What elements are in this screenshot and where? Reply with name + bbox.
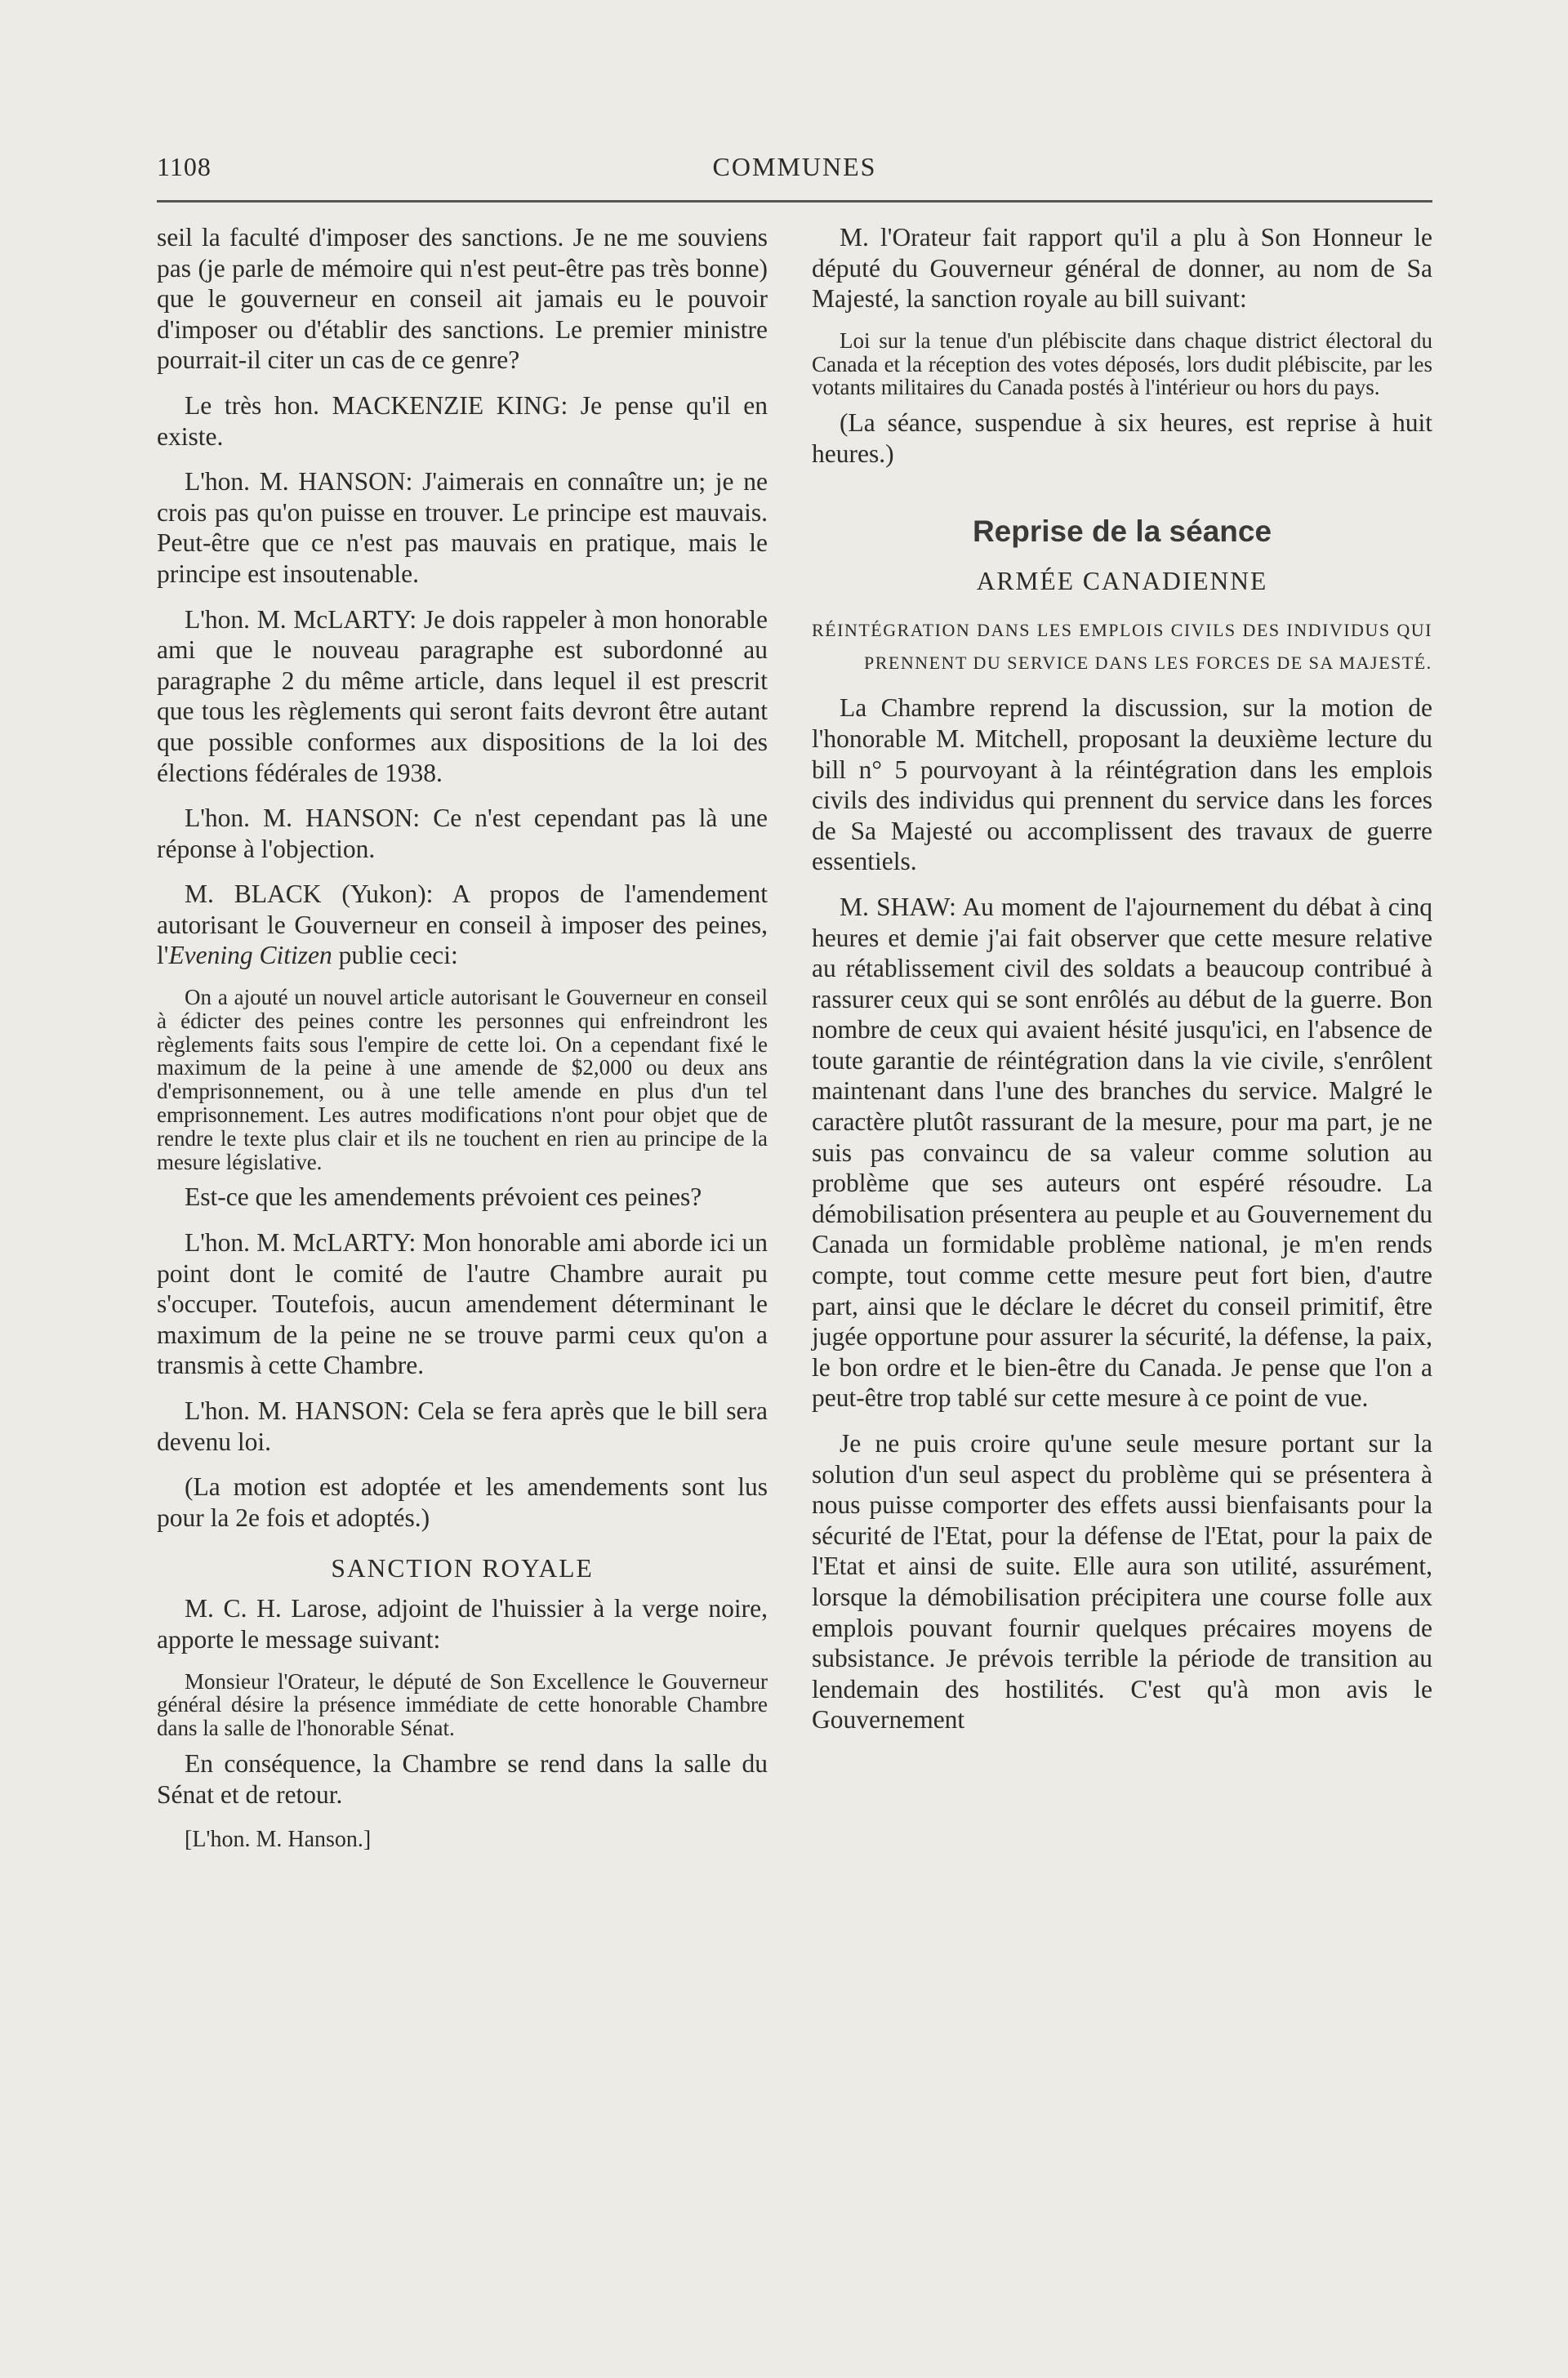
text-run: publie ceci:	[332, 941, 458, 970]
right-column	[812, 222, 1432, 1750]
paragraph: M. C. H. Larose, adjoint de l'huissier à la verge noire, apporte le message suivant:	[157, 1594, 768, 1654]
running-title: COMMUNES	[712, 152, 877, 181]
paragraph: En conséquence, la Chambre se rend dans la salle du Sénat et de retour.	[157, 1748, 768, 1809]
subheading: RÉINTÉGRATION DANS LES EMPLOIS CIVILS DES INDIVIDUS QUI PRENNENT DU SERVICE DANS LES FORCES DE SA MAJESTÉ.	[812, 620, 1432, 674]
block-quote: On a ajouté un nouvel article autorisant le Gouverneur en conseil à édicter des peines contre les personnes qui enfreindront les règlements faits sous l'empire de cette loi. On a cependant fixé le maximum de la peine à une amende de $2,000 ou deux ans d'emprisonnement, ou à une telle amende en plus d'un tel emprisonnement. Les autres modifications n'ont pour objet que de rendre le texte plus clair et ils ne touchent en rien au principe de la mesure législative.	[157, 985, 768, 1174]
paragraph: Je ne puis croire qu'une seule mesure portant sur la solution d'un seul aspect du problème qui se présentera à nous puisse comporter des effets aussi bienfaisants pour la sécurité de l'Etat, pour la défense de l'Etat, pour la paix de l'Etat et ainsi de suite. Elle aura son utilité, assurément, lorsque la démobilisation précipitera une course folle aux emplois pouvant fournir quelques précaires moyens de subsistance. Je prévois terrible la période de transition au lendemain des hostilités. C'est qu'à mon avis le Gouvernement	[812, 1429, 1432, 1735]
paragraph: L'hon. M. McLARTY: Mon honorable ami aborde ici un point dont le comité de l'autre Chambre aurait pu s'occuper. Toutefois, aucun amendement déterminant le maximum de la peine ne se trouve parmi ceux qu'on a transmis à cette Chambre.	[157, 1228, 768, 1380]
text-run: M. BLACK (Yukon): A propos de l'amendement autorisant le Gouverneur en conseil à imposer des peines, l'	[157, 880, 768, 970]
paragraph: M. l'Orateur fait rapport qu'il a plu à Son Honneur le député du Gouverneur général de donner, au nom de Sa Majesté, la sanction royale au bill suivant:	[812, 223, 1432, 314]
left-column	[157, 222, 768, 1870]
section-title: Reprise de la séance	[972, 514, 1272, 549]
paragraph: L'hon. M. HANSON: J'aimerais en connaître un; je ne crois pas qu'on puisse en trouver. Le principe est mauvais. Peut-être que ce n'est pas mauvais en pratique, mais le principe est insoutenable.	[157, 467, 768, 588]
header-rule	[157, 200, 1432, 203]
page-number: 1108	[157, 152, 212, 181]
block-quote: Loi sur la tenue d'un plébiscite dans chaque district électoral du Canada et la réception des votes déposés, lors dudit plébiscite, par les votants militaires du Canada postés à l'intérieur ou hors du pays.	[812, 327, 1432, 400]
block-quote: Monsieur l'Orateur, le député de Son Excellence le Gouverneur général désire la présence immédiate de cette honorable Chambre dans la salle de l'honorable Sénat.	[157, 1668, 768, 1741]
subsection-title: ARMÉE CANADIENNE	[976, 567, 1268, 596]
paragraph	[157, 879, 768, 971]
paragraph: L'hon. M. HANSON: Ce n'est cependant pas là une réponse à l'objection.	[157, 804, 768, 863]
paragraph: L'hon. M. HANSON: Cela se fera après que le bill sera devenu loi.	[157, 1396, 768, 1456]
paragraph: La Chambre reprend la discussion, sur la motion de l'honorable M. Mitchell, proposant la deuxième lecture du bill n° 5 pourvoyant à la réintégration dans les emplois civils des individus qui prennent du service dans les forces de Sa Majesté ou accomplissent des travaux de guerre essentiels.	[812, 693, 1432, 876]
column-attribution: [L'hon. M. Hanson.]	[185, 1827, 372, 1853]
paragraph: Est-ce que les amendements prévoient ces peines?	[185, 1182, 702, 1212]
newspaper-name: Evening Citizen	[168, 941, 332, 970]
paragraph: Le très hon. MACKENZIE KING: Je pense qu'il en existe.	[157, 390, 768, 451]
paragraph: M. SHAW: Au moment de l'ajournement du débat à cinq heures et demie j'ai fait observer que cette mesure relative au rétablissement civil des soldats a beaucoup contribué à rassurer ceux qui se sont enrôlés au début de la guerre. Bon nombre de ceux qui avaient hésité jusqu'ici, en l'absence de toute garantie de réintégration dans la vie civile, s'enrôlent maintenant dans l'une des branches du service. Malgré le caractère plutôt rassurant de la mesure, pour ma part, je ne suis pas convaincu de sa valeur comme solution au problème que ses auteurs ont espéré résoudre. La démobilisation présentera au peuple et au Gouvernement du Canada un formidable problème national, je m'en rends compte, tout comme cette mesure peut fort bien, d'autre part, ainsi que le déclare le décret du conseil primitif, être jugée opportune pour assurer la sécurité, la défense, la paix, le bon ordre et le bien-être du Canada. Je pense que l'on a peut-être trop tablé sur cette mesure à ce point de vue.	[812, 892, 1432, 1413]
page-header	[157, 152, 1432, 189]
section-heading-sanction: SANCTION ROYALE	[331, 1554, 594, 1583]
paragraph: L'hon. M. McLARTY: Je dois rappeler à mon honorable ami que le nouveau paragraphe est subordonné au paragraphe 2 du même article, dans lequel il est prescrit que tous les règlements qui seront faits devront être autant que possible conformes aux dispositions de la loi des élections fédérales de 1938.	[157, 604, 768, 787]
paragraph: (La séance, suspendue à six heures, est reprise à huit heures.)	[812, 408, 1432, 468]
paragraph: seil la faculté d'imposer des sanctions. Je ne me souviens pas (je parle de mémoire qui n'est peut-être pas très bonne) que le gouverneur en conseil ait jamais eu le pouvoir d'imposer ou d'établir des sanctions. Le premier ministre pourrait-il citer un cas de ce genre?	[157, 223, 768, 375]
paragraph: (La motion est adoptée et les amendements sont lus pour la 2e fois et adoptés.)	[157, 1472, 768, 1532]
